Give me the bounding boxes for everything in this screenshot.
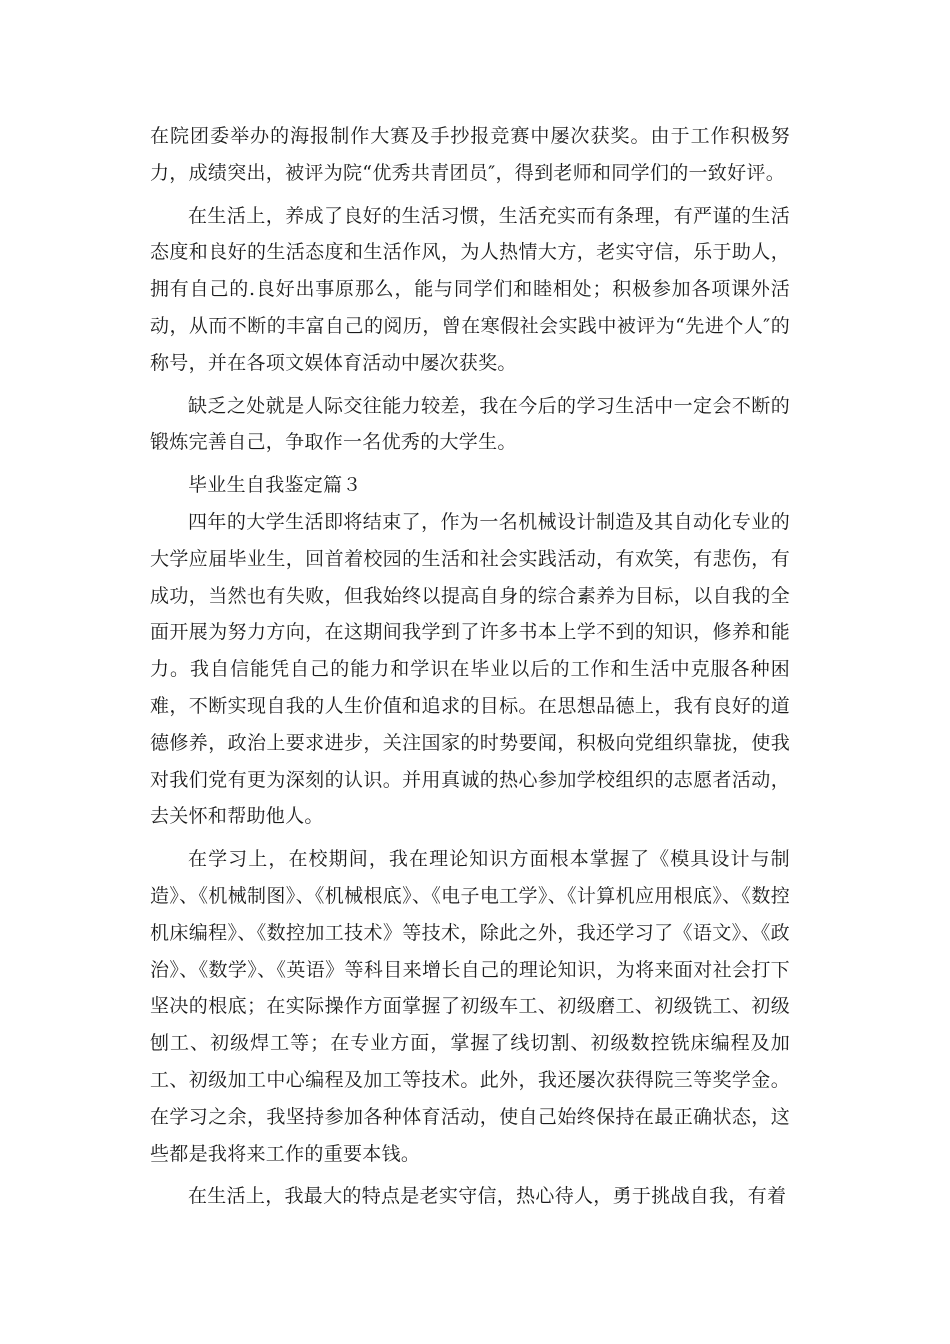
paragraph-continued: 在院团委举办的海报制作大赛及手抄报竞赛中屡次获奖。由于工作积极努力，成绩突出，被评为院“优秀共青团员″，得到老师和同学们的一致好评。 <box>150 125 790 184</box>
paragraph-life: 在生活上，养成了良好的生活习惯，生活充实而有条理，有严谨的生活态度和良好的生活态度和生活作风，为人热情大方，老实守信，乐于助人，拥有自己的.良好出事原那么，能与同学们和睦相处；积极参加各项课外活动，从而不断的丰富自己的阅历，曾在寒假社会实践中被评为“先进个人″的称号，并在各项文娱体育活动中屡次获奖。 <box>150 204 790 374</box>
paragraph-life-trait: 在生活上，我最大的特点是老实守信，热心待人，勇于挑战自我，有着 <box>188 1185 787 1208</box>
paragraph-study: 在学习上，在校期间，我在理论知识方面根本掌握了《模具设计与制造》、《机械制图》、《机械根底》、《电子电工学》、《计算机应用根底》、《数控机床编程》、《数控加工技术》等技术，除此之外，我还学习了《语文》、《政治》、《数学》、《英语》等科目来增长自己的理论知识，为将来面对社会打下坚决的根底；在实际操作方面掌握了初级车工、初级磨工、初级铣工、初级刨工、初级焊工等；在专业方面，掌握了线切割、初级数控铣床编程及加工、初级加工中心编程及加工等技术。此外，我还屡次获得院三等奖学金。在学习之余，我坚持参加各种体育活动，使自己始终保持在最正确状态，这些都是我将来工作的重要本钱。 <box>150 848 790 1165</box>
paragraph-shortcomings: 缺乏之处就是人际交往能力较差，我在今后的学习生活中一定会不断的锻炼完善自己，争取作一名优秀的大学生。 <box>150 394 790 454</box>
section-heading: 毕业生自我鉴定篇３ <box>188 474 362 497</box>
document-body <box>150 118 790 1221</box>
paragraph-four-years: 四年的大学生活即将结束了，作为一名机械设计制造及其自动化专业的大学应届毕业生，回首着校园的生活和社会实践活动，有欢笑，有悲伤，有成功，当然也有失败，但我始终以提高自身的综合素养为目标，以自我的全面开展为努力方向，在这期间我学到了许多书本上学不到的知识，修养和能力。我自信能凭自己的能力和学识在毕业以后的工作和生活中克服各种困难，不断实现自我的人生价值和追求的目标。在思想品德上，我有良好的道德修养，政治上要求进步，关注国家的时势要闻，积极向党组织靠拢，使我对我们党有更为深刻的认识。并用真诚的热心参加学校组织的志愿者活动，去关怀和帮助他人。 <box>150 510 790 828</box>
